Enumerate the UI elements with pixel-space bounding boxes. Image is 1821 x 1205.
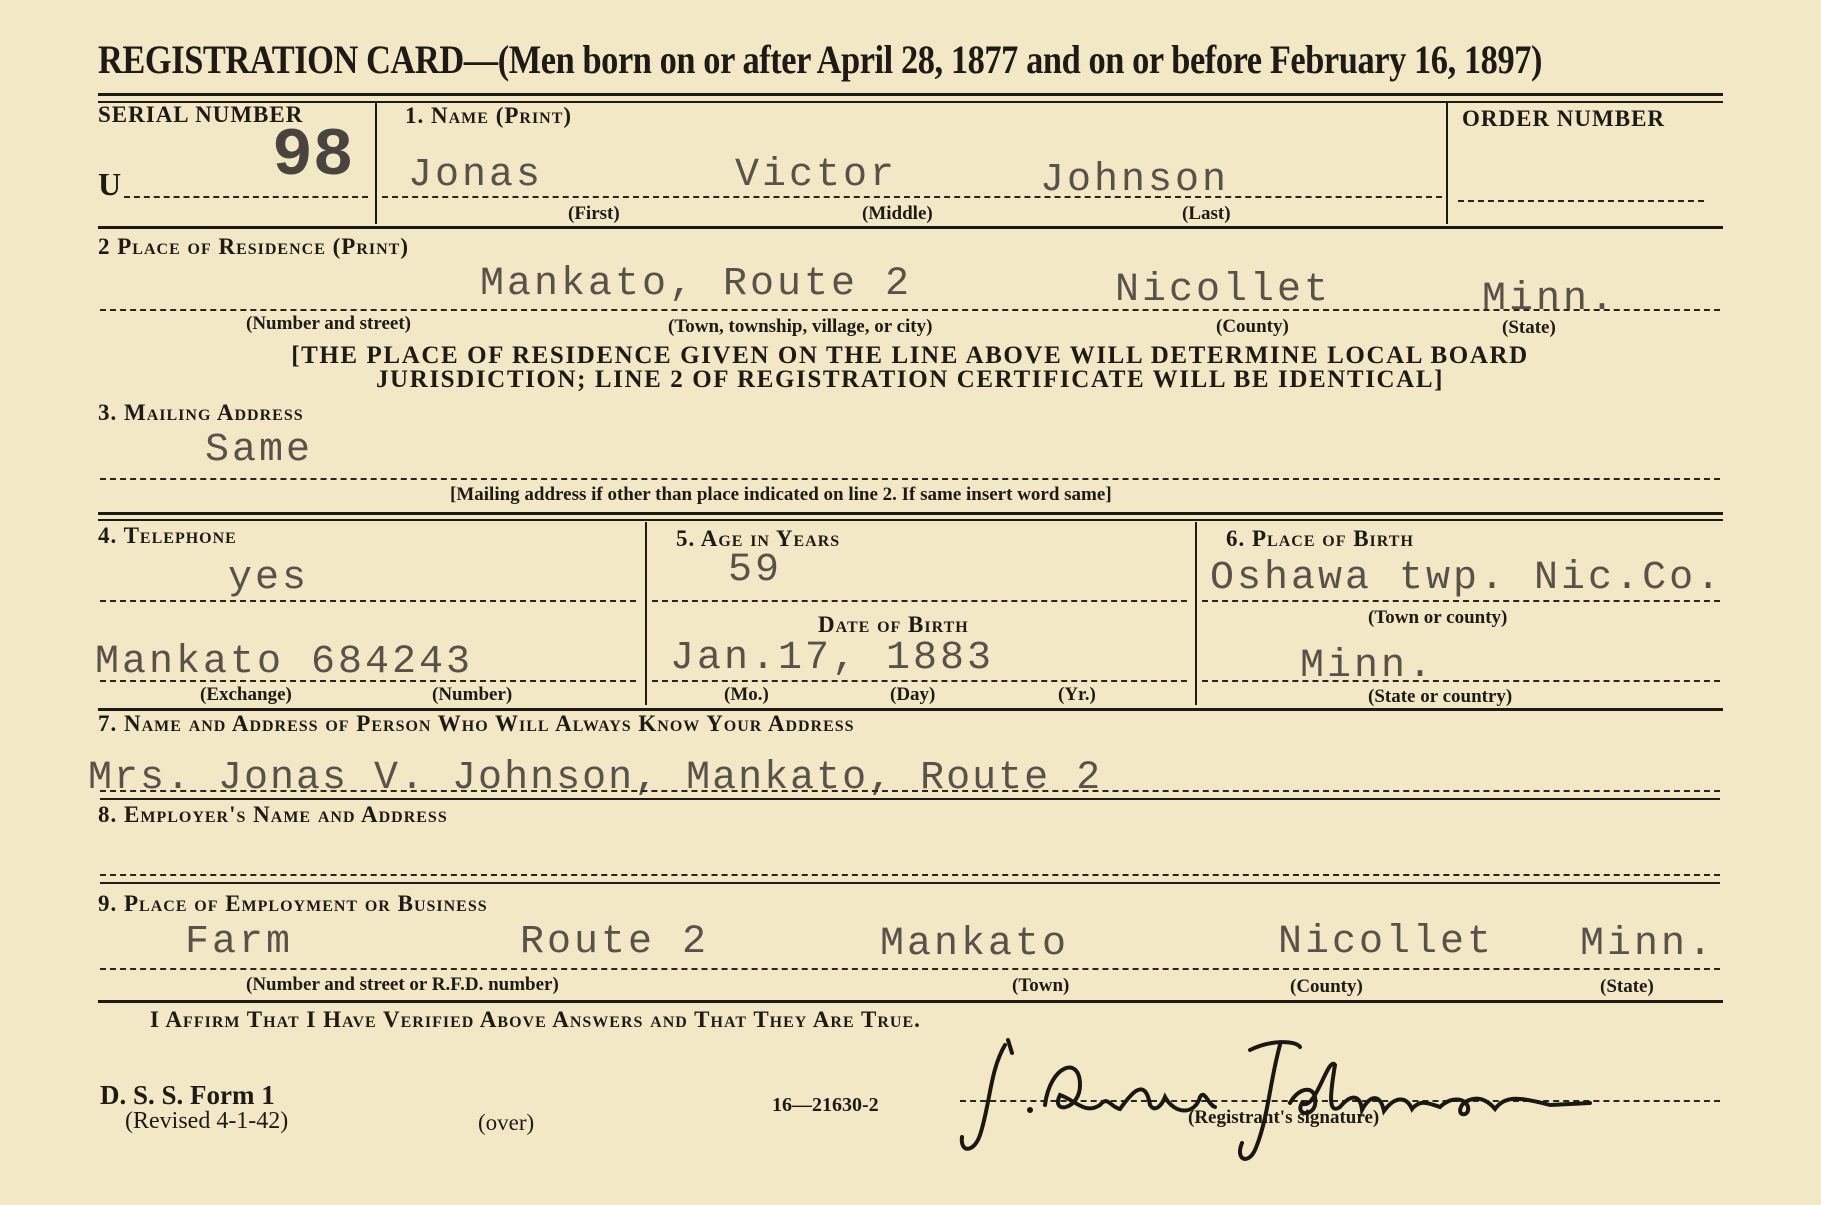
contact-label: 7. Name and Address of Person Who Will Always Know Your Address: [98, 711, 855, 736]
middle-caption: (Middle): [862, 203, 933, 224]
residence-county-value: Nicollet: [1115, 268, 1332, 313]
first-caption: (First): [568, 203, 620, 224]
residence-state-value: Minn.: [1482, 277, 1618, 322]
employment-town-value: Mankato: [880, 922, 1070, 967]
order-number-label: ORDER NUMBER: [1462, 106, 1666, 131]
birthplace-town-caption: (Town or county): [1368, 607, 1508, 628]
exchange-caption: (Exchange): [200, 684, 292, 705]
name-label: 1. Name (Print): [405, 103, 573, 128]
residence-town-value: Mankato, Route 2: [480, 262, 913, 307]
employment-county-value: Nicollet: [1278, 920, 1495, 965]
form-code: 16—21630-2: [772, 1094, 879, 1116]
dob-label: Date of Birth: [818, 612, 969, 637]
mailing-address-caption: [Mailing address if other than place indicated on line 2. If same insert word same]: [450, 484, 1112, 505]
employment-route-value: Route 2: [520, 920, 710, 965]
telephone-exchange-value: Mankato 684243: [95, 640, 474, 685]
day-caption: (Day): [890, 684, 936, 705]
residence-street-caption: (Number and street): [246, 313, 411, 334]
residence-state-caption: (State): [1502, 317, 1556, 338]
employment-street-caption: (Number and street or R.F.D. number): [246, 974, 559, 995]
last-name-value: Johnson: [1040, 158, 1230, 203]
employment-state-caption: (State): [1600, 976, 1654, 997]
mailing-address-value: Same: [205, 428, 314, 473]
last-caption: (Last): [1182, 203, 1231, 224]
age-label: 5. Age in Years: [676, 526, 841, 551]
number-caption: (Number): [432, 684, 513, 705]
employment-farm-value: Farm: [185, 920, 294, 965]
form-number: D. S. S. Form 1: [100, 1080, 275, 1110]
serial-prefix: U: [98, 166, 123, 202]
jurisdiction-notice-line2: JURISDICTION; LINE 2 OF REGISTRATION CERTIFICATE WILL BE IDENTICAL]: [375, 366, 1445, 393]
telephone-value: yes: [228, 556, 310, 601]
birthplace-state-value: Minn.: [1300, 644, 1436, 689]
employment-state-value: Minn.: [1580, 922, 1716, 967]
mailing-address-label: 3. Mailing Address: [98, 400, 304, 425]
birthplace-label: 6. Place of Birth: [1226, 526, 1414, 551]
residence-label: 2 Place of Residence (Print): [98, 234, 410, 259]
birthplace-town-value: Oshawa twp. Nic.Co.: [1210, 556, 1724, 601]
serial-number-label: SERIAL NUMBER: [98, 102, 304, 127]
employment-label: 9. Place of Employment or Business: [98, 891, 488, 916]
age-value: 59: [728, 548, 783, 593]
birthplace-state-caption: (State or country): [1368, 686, 1513, 707]
employment-town-caption: (Town): [1012, 975, 1070, 996]
residence-town-caption: (Town, township, village, or city): [668, 316, 933, 337]
employment-county-caption: (County): [1290, 976, 1363, 997]
affirmation-text: I Affirm That I Have Verified Above Answers and That They Are True.: [150, 1007, 921, 1032]
first-name-value: Jonas: [408, 153, 544, 198]
residence-county-caption: (County): [1216, 316, 1289, 337]
dob-value: Jan.17, 1883: [670, 636, 995, 681]
card-title: REGISTRATION CARD—(Men born on or after April 28, 1877 and on or before February 16, 1897): [98, 37, 1543, 82]
year-caption: (Yr.): [1058, 684, 1096, 705]
employer-label: 8. Employer's Name and Address: [98, 802, 448, 827]
serial-number-value: 98: [272, 118, 354, 195]
registrant-signature: [950, 1025, 1630, 1175]
signature-caption: (Registrant's signature): [1188, 1107, 1380, 1128]
middle-name-value: Victor: [735, 153, 898, 198]
telephone-label: 4. Telephone: [98, 523, 237, 548]
month-caption: (Mo.): [724, 684, 769, 705]
over-note: (over): [478, 1110, 535, 1135]
form-revision: (Revised 4-1-42): [125, 1108, 289, 1134]
contact-value: Mrs. Jonas V. Johnson, Mankato, Route 2: [88, 756, 1103, 801]
jurisdiction-notice-line1: [THE PLACE OF RESIDENCE GIVEN ON THE LINE ABOVE WILL DETERMINE LOCAL BOARD: [291, 342, 1529, 369]
